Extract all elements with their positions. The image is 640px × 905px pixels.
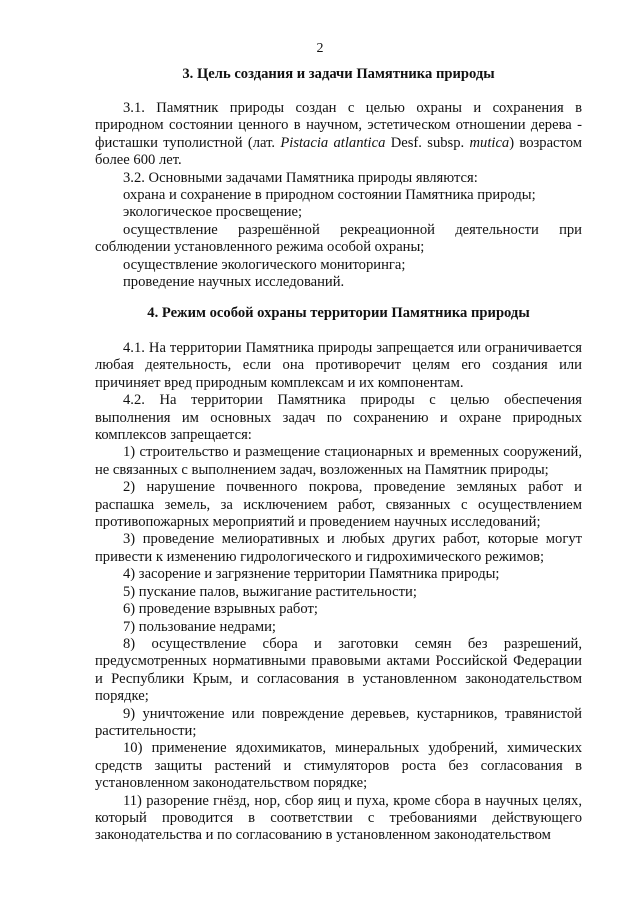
- clause-3-1: 3.1. Памятник природы создан с целью охраны и сохранения в природном состоянии ценного в научном, эстетическом отношении дерева - фисташки туполистной (лат. Pistacia atlantica Desf. subsp. mutica) возрастом более 600 лет.: [95, 100, 582, 169]
- prohibition-item: 3) проведение мелиоративных и любых других работ, которые могут привести к изменению гидрологического и гидрохимического режимов;: [95, 531, 582, 565]
- task-item: проведение научных исследований.: [123, 274, 345, 291]
- prohibition-item: 8) осуществление сбора и заготовки семян без разрешений, предусмотренных нормативными правовыми актами Российской Федерации и Республики Крым, и согласования в установленном законодательством порядке;: [95, 635, 582, 705]
- prohibition-item: 6) проведение взрывных работ;: [123, 601, 318, 618]
- prohibition-item: 9) уничтожение или повреждение деревьев, кустарников, травянистой растительности;: [95, 705, 582, 739]
- task-item: осуществление экологического мониторинга;: [123, 256, 406, 273]
- section-4-heading: 4. Режим особой охраны территории Памятника природы: [147, 305, 530, 321]
- section-4-body: [95, 340, 582, 845]
- clause-4-2: 4.2. На территории Памятника природы с целью обеспечения выполнения им основных задач по сохранению и охране природных комплексов запрещается:: [95, 392, 582, 444]
- task-item: охрана и сохранение в природном состоянии Памятника природы;: [123, 187, 536, 204]
- clause-3-2: 3.2. Основными задачами Памятника природы являются:: [123, 169, 478, 186]
- prohibition-item: 7) пользование недрами;: [123, 618, 276, 635]
- section-3-heading: 3. Цель создания и задачи Памятника природы: [182, 66, 495, 82]
- prohibition-item: 10) применение ядохимикатов, минеральных удобрений, химических средств защиты растений и стимуляторов роста без согласования в установленном законодательством порядке;: [95, 740, 582, 792]
- latin-genus-species: Pistacia atlantica: [280, 134, 386, 151]
- prohibition-item: 5) пускание палов, выжигание растительности;: [123, 583, 417, 600]
- latin-subspecies: mutica: [469, 134, 510, 151]
- page-number: 2: [316, 41, 324, 56]
- clause-4-1: 4.1. На территории Памятника природы запрещается или ограничивается любая деятельность, если она противоречит целям его создания или причиняет вред природным комплексам и их компонентам.: [95, 340, 582, 391]
- task-item: экологическое просвещение;: [123, 204, 303, 221]
- section-3-body: [95, 100, 582, 291]
- prohibition-item: 4) засорение и загрязнение территории Памятника природы;: [123, 566, 500, 583]
- prohibition-item: 2) нарушение почвенного покрова, проведение земляных работ и распашка земель, за исключением работ, связанных с осуществлением противопожарных мероприятий и проведением научных исследований;: [95, 479, 582, 531]
- prohibition-item: 1) строительство и размещение стационарных и временных сооружений, не связанных с выполнением задач, возложенных на Памятник природы;: [95, 444, 582, 478]
- task-item: осуществление разрешённой рекреационной деятельности при: [123, 221, 582, 238]
- task-item-continuation: соблюдении установленного режима особой охраны;: [95, 239, 425, 256]
- prohibition-item: 11) разорение гнёзд, нор, сбор яиц и пуха, кроме сбора в научных целях, который проводится в соответствии с требованиями действующего законодательства и по согласованию в установленном законодательством: [95, 792, 582, 844]
